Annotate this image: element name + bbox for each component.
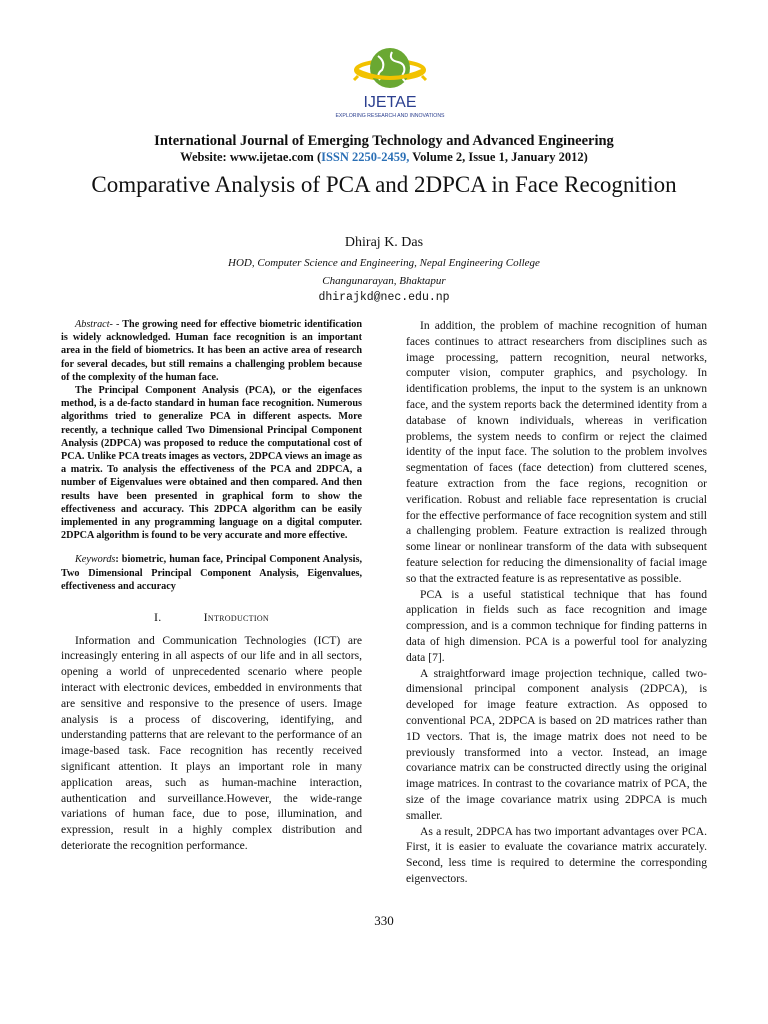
section-heading-introduction (61, 610, 362, 626)
journal-meta (0, 150, 768, 165)
page-number: 330 (374, 913, 394, 928)
journal-volume: Volume 2, Issue 1, January 2012) (409, 150, 588, 164)
body-paragraph: PCA is a useful statistical technique that has found application in fields such as face recognition and image compression, and is a common technique for finding patterns in data of high dimension. PCA is a powerful tool for analyzing data [7]. (406, 587, 707, 664)
affiliation-location: Changunarayan, Bhaktapur (322, 275, 446, 287)
affiliation-department: HOD, Computer Science and Engineering, Nepal Engineering College (228, 257, 540, 269)
paper-title: Comparative Analysis of PCA and 2DPCA in Face Recognition (91, 172, 677, 197)
keywords-label: Keywords (75, 554, 116, 566)
logo-text: IJETAE (363, 94, 417, 111)
author-email: dhirajkd@nec.edu.np (318, 291, 450, 304)
keywords-text: : biometric, human face, Principal Component Analysis, Two Dimensional Principal Component Analysis, Eigenvalues, effectiveness and accuracy (61, 554, 362, 592)
globe-logo-icon (330, 40, 450, 128)
journal-website: Website: www.ijetae.com ( (180, 150, 322, 164)
intro-paragraph-1: Information and Communication Technologies (ICT) are increasingly entering in all aspects of our life and in all sectors, opening a world of unprecedented scenario where people interact with electronic devices, embedded in environments that are sensitive and responsive to the presence of users. Image analysis is a process of discovering, identifying, and understanding patterns that are relevant to the performance of an image-based task. Face recognition has recently received significant attention. It plays an important role in many application areas, such as human-machine interaction, authentication and surveillance.However, the wide-range variations of human face, due to pose, illumination, and expression, result in a highly complex distribution and deteriorate the recognition performance. (61, 633, 362, 853)
author-name: Dhiraj K. Das (344, 235, 424, 250)
section-number: I. (154, 610, 162, 625)
body-paragraph: A straightforward image projection technique, called two-dimensional principal component analysis (2DPCA), is developed for image feature extraction. As opposed to conventional PCA, 2DPCA is based on 2D matrices rather than 1D vectors. That is, the image matrix does not need to be previously transformed into a vector. Instead, an image covariance matrix can be constructed directly using the original image matrices. In contrast to the covariance matrix of PCA, the size of the image covariance matrix using 2DPCA is much smaller. (406, 666, 707, 822)
abstract-text-1: The growing need for effective biometric identification is widely acknowledged. Human face recognition is an important area in the field of biometrics. It has been an active area of research for several decades, but still remains a challenging problem because of the complexity of the human face. (61, 319, 363, 383)
journal-logo (330, 40, 450, 128)
journal-name: International Journal of Emerging Technology and Advanced Engineering (154, 133, 614, 149)
body-paragraph: In addition, the problem of machine recognition of human faces continues to attract researchers from disciplines such as image processing, pattern recognition, neural networks, computer vision, computer graphics, and psychology. In identification problems, the input to the system is an unknown face, and the system reports back the determined identity from a database of known individuals, whereas in verification problems, the system needs to confirm or reject the claimed identity of the input face. The solution to the problem involves segmentation of faces (face detection) from cluttered scenes, feature extraction from the face regions, recognition or verification. Robust and reliable face representation is crucial for the effective performance of face recognition system and still a challenging problem. Feature extraction is realized through some linear or nonlinear transform of the data with subsequent feature selection for reducing the dimensionality of facial image so that the extracted feature is as representative as possible. (406, 319, 707, 585)
body-paragraph: As a result, 2DPCA has two important advantages over PCA. First, it is easier to evaluate the covariance matrix accurately. Second, less time is required to determine the corresponding eigenvectors. (406, 824, 707, 885)
abstract-label: Abstract- - (75, 319, 120, 330)
keywords-paragraph (61, 553, 362, 593)
journal-issn: ISSN 2250-2459, (321, 150, 410, 164)
right-column (406, 318, 707, 887)
abstract-paragraph-2: The Principal Component Analysis (PCA), or the eigenfaces method, is a de-facto standard in human face recognition. Numerous algorithms tried to generalize PCA in different aspects. More recently, a technique called Two Dimensional Principal Component Analysis (2DPCA) was proposed to reduce the computational cost of PCA. Unlike PCA treats images as vectors, 2DPCA views an image as a matrix. To analysis the effectiveness of the PCA and 2DPCA, a number of Eigenvalues were obtained and then compared. And then results have been presented in graphical form to show the effectiveness and accuracy. This 2DPCA algorithm can be easily implemented in any programming language on a digital computer. 2DPCA algorithm is found to be very accurate and more effective. (61, 385, 362, 542)
left-column (61, 318, 362, 854)
section-title: Introduction (203, 610, 269, 625)
abstract-paragraph-1 (61, 318, 362, 384)
logo-tagline: EXPLORING RESEARCH AND INNOVATIONS (335, 113, 445, 119)
